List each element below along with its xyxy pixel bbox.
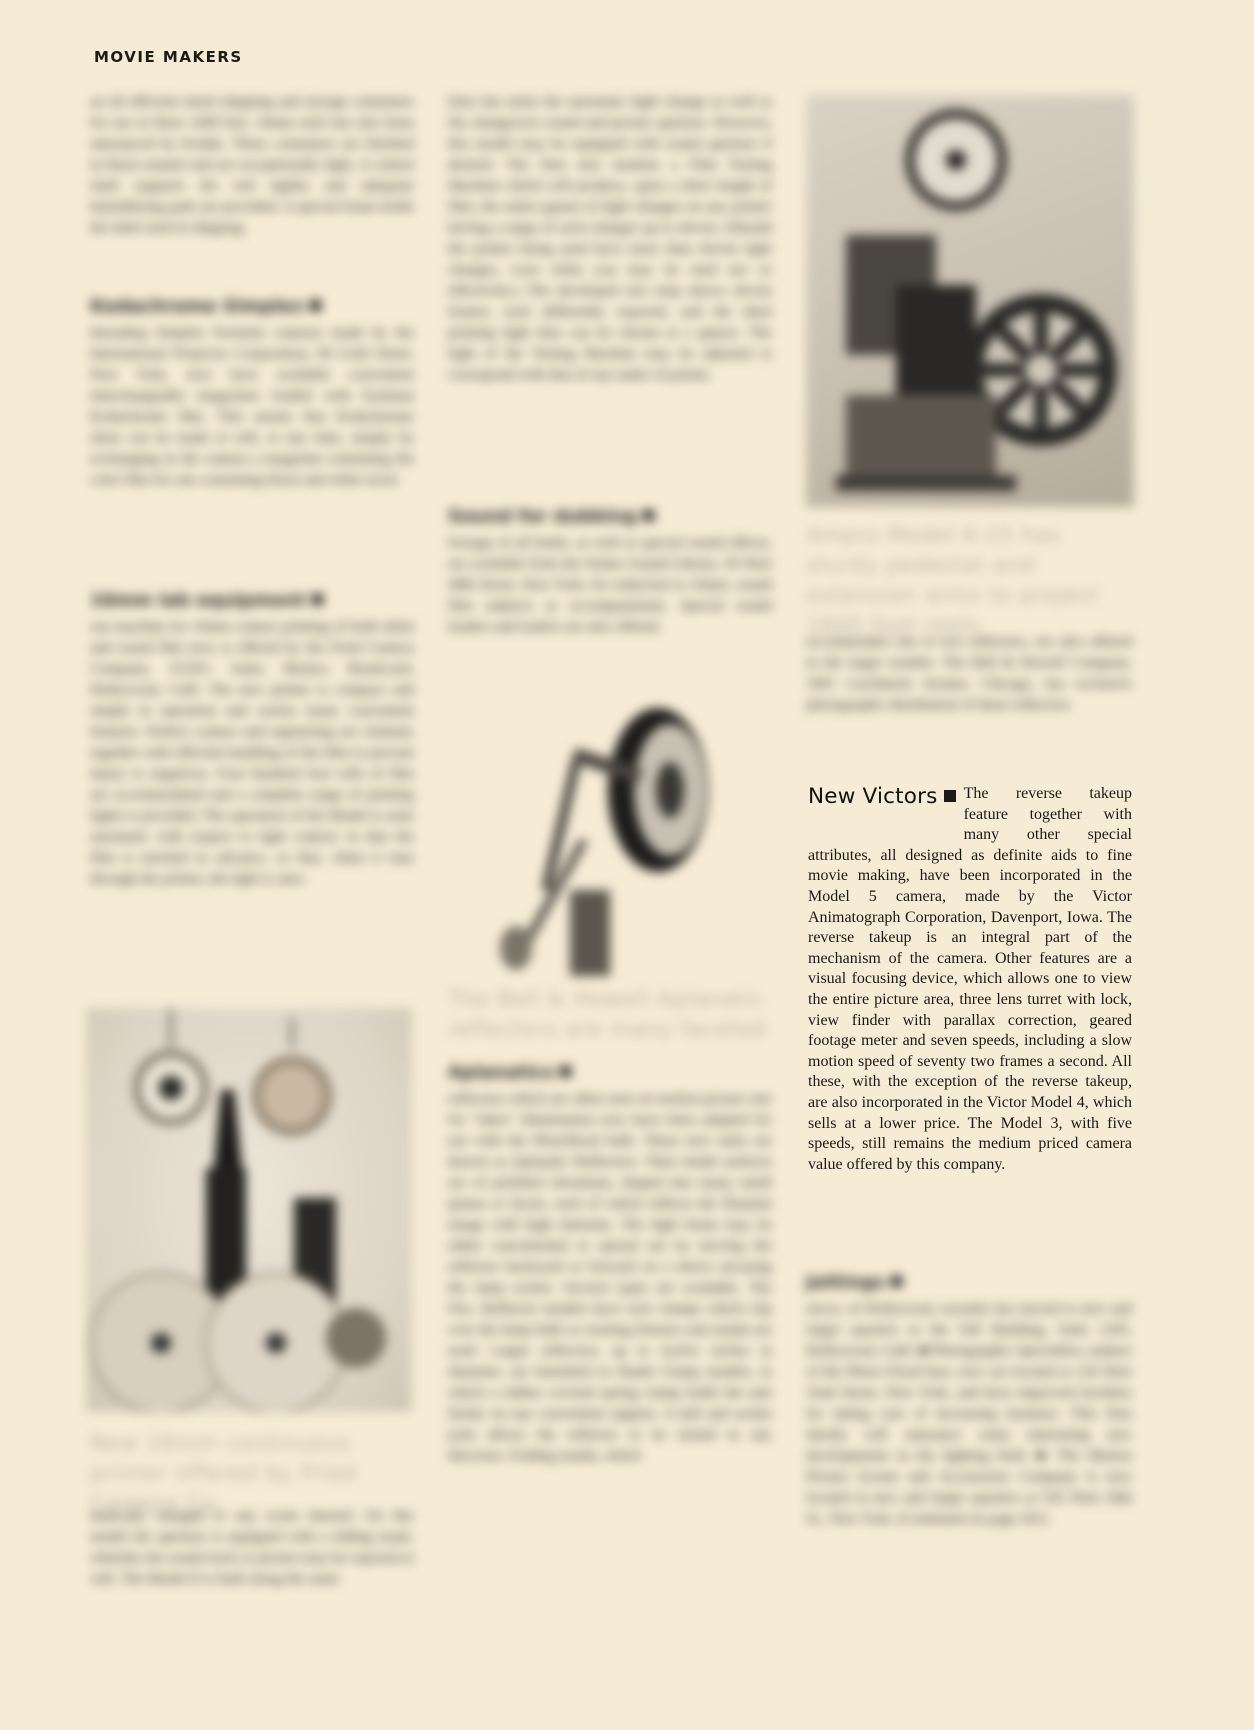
square-bullet-icon	[310, 300, 321, 311]
new-victors-article	[808, 784, 1132, 1175]
column-1-bottom-text: matically changed to any scene desired. On this model the aperture is equipped with a sliding mask, whereby the sound track or picture may be exposed at will. The Model II is built along the same	[90, 1508, 414, 1587]
column-1-top-text: an all efficient metal shipping and storage containers for use in these 1600 feet, 16mm reels has also been announced by Kodak. These containers are finished in black enamel and are exceptionally light. A central shaft supports the reel tightly and adequate humidifying pads are provided. A special frame holds the label used in shipping.	[90, 94, 414, 236]
film-printer-photo	[86, 1008, 412, 1412]
projector-photo-caption: Ampro Model K-15 has sturdy pedestal and extension arms to project 1600 foot reels	[806, 523, 1100, 637]
printer-photo-caption: New 16mm continuous printer offered by Fried Camera Co.	[90, 1431, 357, 1515]
column-1-section-3: 16mm lab equipment ous machine for 16mm contact printing of both silent and sound film now is offered by the Fried Camera Company, 6154½ Santa Monica Boulevard, Hollywood, Calif. The new printer is compact and simple in operation and carries many convenient features. Perfect contact and registering are claimed, together with efficient handling of the film to prevent injury to negatives. Four hundred foot rolls of film are accommodated and a complete range of printing lights is provided. The operation of the Model is semi automatic with respect to light control, in that the film is notched in advance, so that, when it runs through the printer, the light is auto-	[90, 590, 414, 887]
square-bullet-icon	[944, 790, 956, 802]
reflector-photo-caption: The Bell & Howell Aplanatic reflectors are many faceted	[448, 987, 767, 1041]
article-body: The reverse takeup feature together with many other special attributes, all designed as definite aids to fine movie making, have been incorporated in the Model 5 camera, made by the Victor Animatograph Corporation, Davenport, Iowa. The reverse takeup is an integral part of the mechanism of the camera. Other features are a visual focusing device, which allows one to view the entire picture area, three lens turret with lock, view finder with parallax correction, geared footage meter and seven speeds, including a slow motion speed of seventy two frames a second. All these, with the exception of the reverse takeup, are also incorporated in the Victor Model 4, which sells at a lower price. The Model 3, with five speeds, still remains the medium priced camera value offered by this company.	[808, 785, 1132, 1173]
projector-photo	[806, 95, 1134, 507]
column-2-section-2: Sound for dubbing footage of all kinds, as well as special sound effects, are available from the Stokes Sound Library, 36 West 48th Street, New York, for reduction to 16mm. sound film subjects as accompaniment. Special sound leaders and trailers are also offered.	[448, 506, 772, 635]
aplanatic-reflector-photo	[488, 690, 746, 980]
column-3-top-text: accommodate one or two reflectors, are also offered in the larger models. The Bell & Howell Company, 1801 Larchmont Avenue, Chicago, has exclusive photographic distribution of these reflectors.	[806, 634, 1132, 713]
column-2-section-3: Aplanatics reflectors which are often seen on motion picture sets for "takes" illumination now have been adapted for use with the Photoflood bulb. These new units are known as Aplanatic Reflectors. Their inside surfaces are of polished chromium, shaped into many small planes or facets, each of which reflects the filament image with high intensity. The light beam may be either concentrated or spread out by moving the reflector backward or forward on a sleeve encasing the lamp socket. Several types are available. The Nos. Reflector models have wire clamps which clip over the lamp bulb so existing fixtures and stands are used. Larger reflectors, up to twelve inches in diameter, are furnished in Handi Clamp models, in which a rubber covered spring clamp holds the unit firmly on any convenient support. A ball and socket joint allows the reflector to be turned in any direction. Folding stands, which	[448, 1062, 772, 1464]
column-2-top-text: lines but omits the automatic light change as well as the changeover sound and picture aperture. However, this model may be equipped with sound aperture if desired. The firm also markets a Film Testing Machine which will produce, upon a short length of film, the entire gamut of light changes on any printer having a range of such changes up to eleven. (Should the printer being used have more than eleven light changes, even when you may be used not so effectively.) The developed test strip shows eleven frames, each differently exposed, and the ideal printing light thus can be chosen at a glance. The light of the Testing Machine may be adjusted to correspond with that of any make of printer.	[448, 94, 772, 383]
square-bullet-icon	[312, 594, 323, 605]
running-head: MOVIE MAKERS	[94, 48, 243, 66]
column-1-section-2: Kodachrome Simplex threading Simplex Pockette cameras made by the International Projector Corporation, 90 Gold Street, New York, now have available convenient interchangeable magazines loaded with Eastman Kodachrome film. This means that Kodachrome shots can be made at will, at any time, simply by exchanging in the camera a magazine containing the color film for one containing black and white stock.	[90, 296, 414, 488]
square-bullet-icon	[560, 1066, 571, 1077]
article-heading-text: New Victors	[808, 784, 938, 809]
square-bullet-icon	[643, 510, 654, 521]
square-bullet-icon	[891, 1276, 902, 1287]
jottings-section: Jottings ences, of Hollywood, recently has moved to new and larger quarters in the Taft Building, Suite 1205, Hollywood, Calif. ■ Photographic Specialties, makers of the Photo Flood bars, now are located at 120 West 32nd Street, New York, and have improved facilities for taking care of increasing business. This firm shortly will announce some interesting new developments in the lighting field. ■ The Motion Picture Screen and Accessories Company is now located in new and larger quarters at 526 West 26th St., New York. (Continued on page 301)	[806, 1272, 1132, 1527]
article-heading	[808, 784, 958, 828]
